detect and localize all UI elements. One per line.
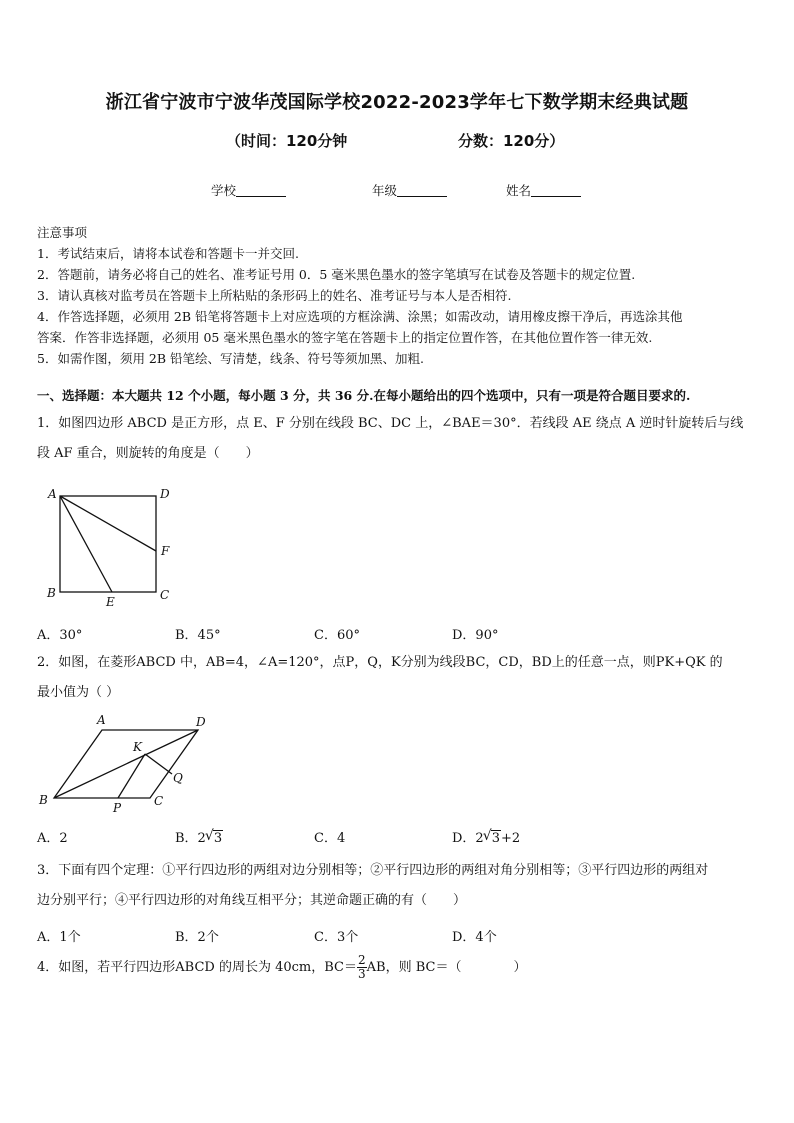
rhombus-figure bbox=[36, 712, 226, 816]
label-c: C bbox=[160, 588, 170, 602]
option-a[interactable]: A．2 bbox=[37, 831, 68, 846]
label-b: B bbox=[47, 586, 56, 600]
option-a[interactable]: A．1个 bbox=[37, 930, 81, 945]
question-1-text: 段 AF 重合，则旋转的角度是（ ） bbox=[37, 446, 259, 461]
note-item: 3．请认真核对监考员在答题卡上所粘贴的条形码上的姓名、准考证号与本人是否相符. bbox=[37, 288, 512, 303]
label-d: D bbox=[160, 487, 170, 501]
fraction-two-thirds: $\frac{2}{3}$ bbox=[357, 953, 366, 981]
question-3-text: 边分别平行；④平行四边形的对角线互相平分；其逆命题正确的有（ ） bbox=[37, 893, 467, 908]
label-b: B bbox=[39, 793, 48, 807]
question-4 bbox=[37, 953, 757, 983]
notes-heading: 注意事项 bbox=[37, 225, 88, 240]
square-abcd bbox=[60, 496, 156, 592]
option-b[interactable]: B．2√ 3 bbox=[175, 827, 223, 846]
total-score: 分数：120分） bbox=[458, 132, 565, 150]
label-e: E bbox=[106, 595, 115, 609]
question-2-text: 最小值为（ ） bbox=[37, 685, 120, 700]
label-k: K bbox=[133, 740, 142, 754]
note-item: 5．如需作图，须用 2B 铅笔绘、写清楚，线条、符号等须加黑、加粗. bbox=[37, 351, 425, 366]
label-c: C bbox=[154, 794, 164, 808]
note-item: 1．考试结束后，请将本试卷和答题卡一并交回. bbox=[37, 246, 299, 261]
option-c[interactable]: C．60° bbox=[314, 628, 360, 643]
label-f: F bbox=[161, 544, 170, 558]
question-4-text: AB，则 BC＝（ ） bbox=[366, 960, 527, 975]
option-c[interactable]: C．4 bbox=[314, 831, 346, 846]
diagonal-bd bbox=[54, 730, 198, 798]
question-2-text: 2．如图，在菱形ABCD 中，AB=4，∠A=120°，点P，Q，K分别为线段BC，CD，BD上的任意一点，则PK+QK 的 bbox=[37, 655, 723, 670]
option-d[interactable]: D．2√ 3+2 bbox=[452, 827, 520, 846]
note-item: 2．答题前，请务必将自己的姓名、准考证号用 0．5 毫米黑色墨水的签字笔填写在试卷及答题卡的规定位置. bbox=[37, 267, 636, 282]
segment-kq bbox=[145, 754, 172, 774]
label-d: D bbox=[196, 715, 206, 729]
section-heading: 一、选择题：本大题共 12 个小题，每小题 3 分，共 36 分.在每小题给出的四个选项中，只有一项是符合题目要求的. bbox=[37, 388, 691, 403]
note-item: 答案．作答非选择题，必须用 05 毫米黑色墨水的签字笔在答题卡上的指定位置作答，在其他位置作答一律无效. bbox=[37, 330, 653, 345]
question-4-text: 4．如图，若平行四边形ABCD 的周长为 40cm，BC＝ bbox=[37, 960, 357, 975]
grade-field: 年级 bbox=[372, 181, 447, 199]
option-b[interactable]: B．45° bbox=[175, 628, 221, 643]
page-title: 浙江省宁波市宁波华茂国际学校2022-2023学年七下数学期末经典试题 bbox=[105, 92, 689, 113]
option-a[interactable]: A．30° bbox=[37, 628, 83, 643]
question-2 bbox=[37, 648, 757, 708]
notes-section bbox=[37, 222, 757, 369]
label-a: A bbox=[48, 487, 57, 501]
option-b[interactable]: B．2个 bbox=[175, 930, 219, 945]
option-c[interactable]: C．3个 bbox=[314, 930, 359, 945]
question-3-text: 3．下面有四个定理：①平行四边形的两组对边分别相等；②平行四边形的两组对角分别相等；③平行四边形的两组对 bbox=[37, 863, 709, 878]
note-item: 4．作答选择题，必须用 2B 铅笔将答题卡上对应选项的方框涂满、涂黑；如需改动，请用橡皮擦干净后，再选涂其他 bbox=[37, 309, 683, 324]
segment-pk bbox=[118, 754, 145, 798]
question-1-text: 1．如图四边形 ABCD 是正方形，点 E、F 分别在线段 BC、DC 上，∠BAE＝30°．若线段 AE 绕点 A 逆时针旋转后与线 bbox=[37, 416, 744, 431]
time-limit: （时间：120分钟 bbox=[226, 132, 348, 150]
option-d[interactable]: D．4个 bbox=[452, 930, 497, 945]
question-1 bbox=[37, 409, 757, 469]
label-p: P bbox=[113, 801, 122, 815]
school-field: 学校 bbox=[211, 181, 286, 199]
label-a: A bbox=[97, 713, 106, 727]
option-d[interactable]: D．90° bbox=[452, 628, 499, 643]
square-figure bbox=[40, 482, 180, 610]
name-field: 姓名 bbox=[506, 181, 581, 199]
question-3 bbox=[37, 856, 757, 916]
label-q: Q bbox=[173, 771, 183, 785]
